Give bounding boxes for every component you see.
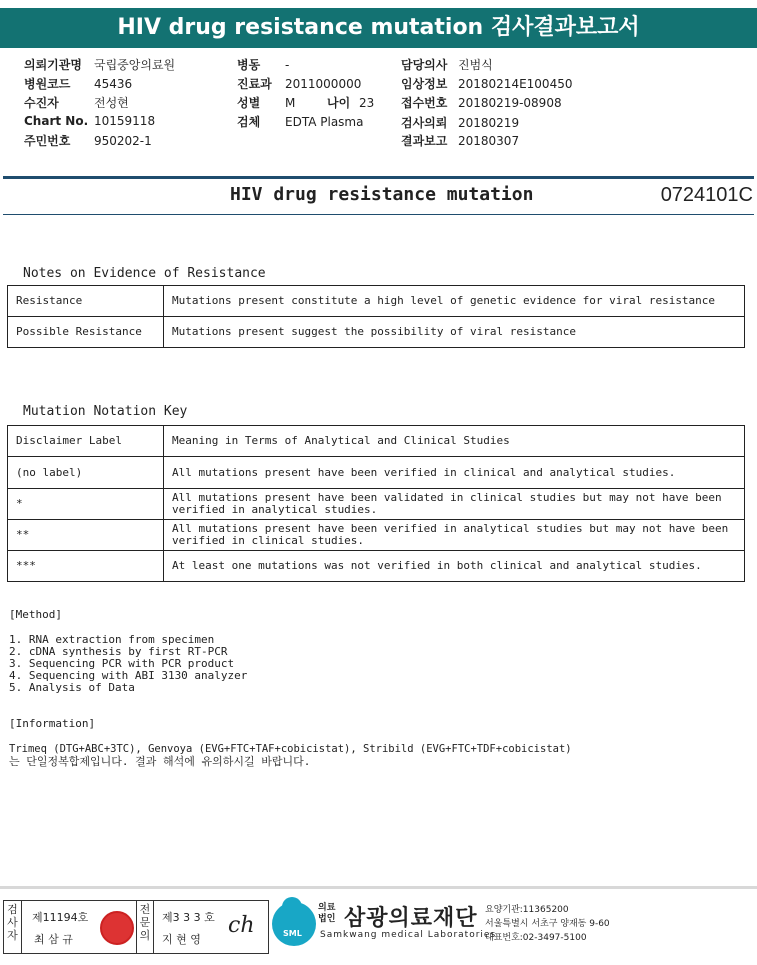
org-logo-text: SML	[283, 929, 302, 938]
info-clinical: 임상정보 20180214E100450	[401, 77, 573, 91]
method-step: 1. RNA extraction from specimen	[9, 633, 215, 646]
table-row	[8, 457, 745, 489]
notation-text: All mutations present have been verified in clinical and analytical studies.	[164, 457, 745, 489]
org-name: 삼광의료재단	[344, 906, 478, 931]
table-row	[8, 317, 745, 348]
info-request-date: 검사의뢰 20180219	[401, 116, 520, 130]
evidence-heading: Notes on Evidence of Resistance	[23, 266, 266, 281]
table-row	[8, 520, 745, 551]
method-step: 3. Sequencing PCR with PCR product	[9, 657, 235, 670]
table-row	[8, 286, 745, 317]
signature-box	[3, 900, 269, 954]
org-contact	[485, 903, 610, 945]
info-age: 나이 23	[327, 96, 375, 110]
information-heading: [Information]	[9, 717, 96, 730]
method-step: 2. cDNA synthesis by first RT-PCR	[9, 645, 228, 658]
org-care-number: 요양기관:11365200	[485, 905, 569, 915]
notation-text: At least one mutations was not verified in both clinical and analytical studies.	[164, 551, 745, 582]
footer-divider	[0, 886, 757, 889]
info-specimen: 검체 EDTA Plasma	[237, 115, 364, 129]
info-patient: 수진자 전성현	[24, 96, 129, 110]
org-logo-circle	[272, 902, 316, 946]
info-sex: 성별 M	[237, 96, 296, 110]
seal-stamp-icon	[100, 911, 134, 945]
evidence-text: Mutations present constitute a high level of genetic evidence for viral resistance	[164, 286, 745, 317]
org-type: 의료법인	[318, 903, 336, 924]
method-step: 4. Sequencing with ABI 3130 analyzer	[9, 669, 248, 682]
divider-bottom	[3, 214, 754, 215]
info-agency: 의뢰기관명 국립중앙의료원	[24, 58, 176, 72]
info-report-date: 결과보고 20180307	[401, 134, 520, 148]
notation-label: *	[8, 489, 164, 520]
table-row	[8, 426, 745, 457]
evidence-label: Resistance	[8, 286, 164, 317]
information-line-1: Trimeq (DTG+ABC+3TC), Genvoya (EVG+FTC+TAF+cobicistat), Stribild (EVG+FTC+TDF+cobicistat)	[9, 743, 572, 755]
method-heading: [Method]	[9, 608, 62, 621]
specialist-label: 전문의	[136, 901, 154, 953]
specialist-number: 제3 3 3 호	[162, 911, 215, 924]
examiner-name: 최 삼 규	[34, 933, 73, 946]
notation-table	[7, 425, 745, 582]
notation-label: ***	[8, 551, 164, 582]
examiner-number: 제11194호	[32, 911, 89, 924]
table-row	[8, 489, 745, 520]
notation-label: (no label)	[8, 457, 164, 489]
notation-text: All mutations present have been verified in analytical studies but may not have been verified in clinical studies.	[164, 520, 745, 551]
specialist-name: 지 현 영	[162, 933, 201, 946]
org-address: 서울특별시 서초구 양재동 9-60	[485, 919, 610, 929]
info-hospital-code: 병원코드 45436	[24, 77, 133, 91]
notation-heading: Mutation Notation Key	[23, 404, 188, 419]
evidence-label: Possible Resistance	[8, 317, 164, 348]
org-english-name: Samkwang medical Laboratories	[320, 930, 497, 940]
info-chart-no: Chart No. 10159118	[24, 114, 156, 128]
info-receipt-no: 접수번호 20180219-08908	[401, 96, 562, 110]
report-title: HIV drug resistance mutation	[230, 184, 534, 205]
report-banner-title: HIV drug resistance mutation 검사결과보고서	[0, 8, 757, 48]
info-ward: 병동 -	[237, 58, 290, 72]
info-resident-no: 주민번호 950202-1	[24, 134, 152, 148]
evidence-text: Mutations present suggest the possibility of viral resistance	[164, 317, 745, 348]
report-code: 0724101C	[660, 184, 753, 206]
notation-text: Meaning in Terms of Analytical and Clinical Studies	[164, 426, 745, 457]
divider-top	[3, 176, 754, 179]
org-phone: 대표번호:02-3497-5100	[485, 933, 587, 943]
method-step: 5. Analysis of Data	[9, 681, 135, 694]
notation-text: All mutations present have been validated in clinical studies but may not have been verified in analytical studies.	[164, 489, 745, 520]
notation-label: **	[8, 520, 164, 551]
info-doctor: 담당의사 진범식	[401, 58, 493, 72]
information-line-2: 는 단일정복합제입니다. 결과 해석에 유의하시길 바랍니다.	[9, 755, 311, 768]
notation-label: Disclaimer Label	[8, 426, 164, 457]
evidence-table	[7, 285, 745, 348]
table-row	[8, 551, 745, 582]
examiner-label: 검사자	[4, 901, 22, 953]
signature-icon: ch	[228, 913, 255, 938]
info-department: 진료과 2011000000	[237, 77, 362, 91]
